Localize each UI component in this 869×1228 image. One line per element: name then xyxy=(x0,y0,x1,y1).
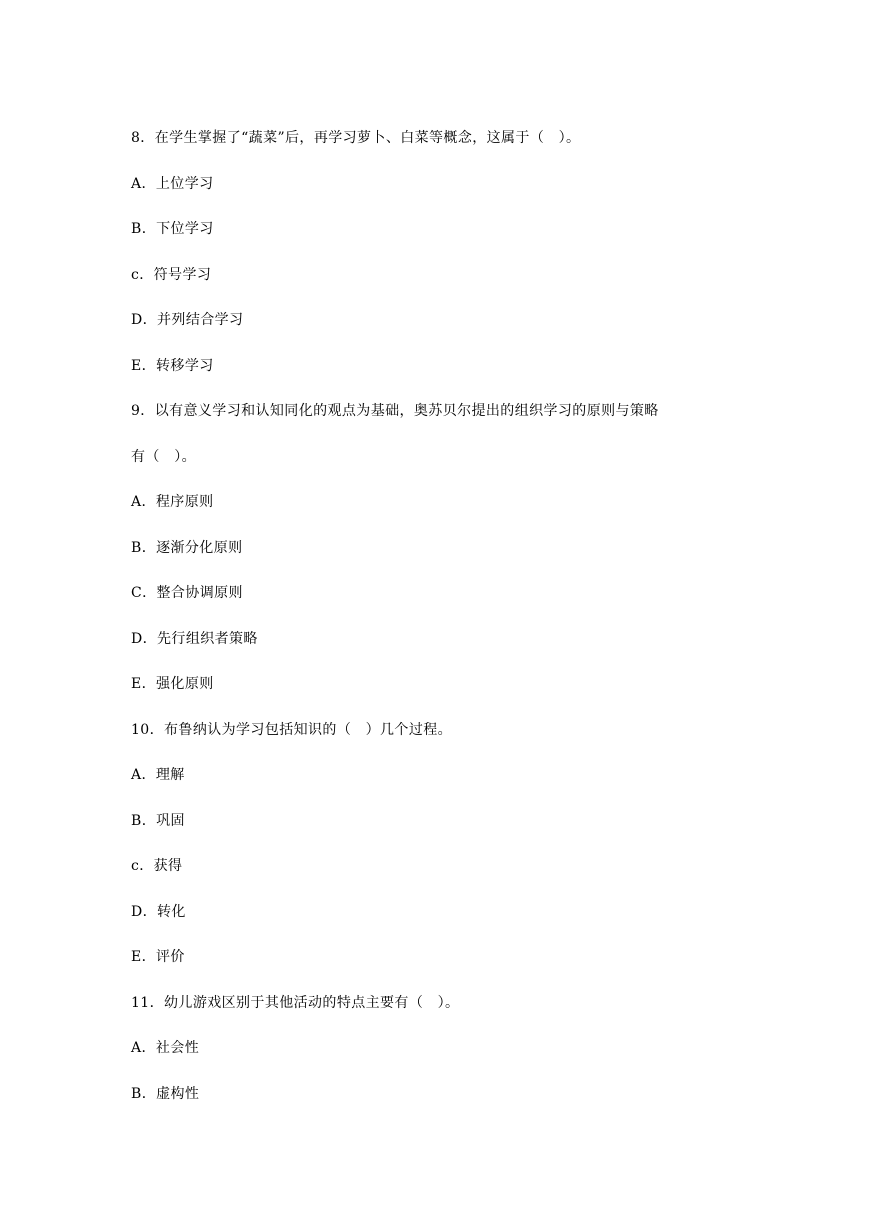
question-11-option-a: A．社会性 xyxy=(131,1040,200,1056)
question-11-option-b: B．虚构性 xyxy=(131,1086,200,1102)
question-10-option-a: A．理解 xyxy=(131,767,185,783)
question-10-option-b: B．巩固 xyxy=(131,813,185,829)
question-8-option-d: D．并列结合学习 xyxy=(131,312,244,328)
question-11-text: 11．幼儿游戏区别于其他活动的特点主要有（ ）。 xyxy=(131,995,460,1011)
question-10-option-e: E．评价 xyxy=(131,949,185,965)
question-9-option-b: B．逐渐分化原则 xyxy=(131,540,243,556)
question-9-option-e: E．强化原则 xyxy=(131,676,214,692)
question-10-option-c: c．获得 xyxy=(131,858,183,874)
question-9-text: 9．以有意义学习和认知同化的观点为基础，奥苏贝尔提出的组织学习的原则与策略 xyxy=(131,403,659,419)
question-8-option-c: c．符号学习 xyxy=(131,267,212,283)
question-9-option-c: C．整合协调原则 xyxy=(131,585,243,601)
question-9-option-a: A．程序原则 xyxy=(131,494,214,510)
question-8-option-a: A．上位学习 xyxy=(131,176,214,192)
question-10-text: 10．布鲁纳认为学习包括知识的（ ）几个过程。 xyxy=(131,722,453,738)
question-8-text: 8．在学生掌握了“蔬菜”后，再学习萝卜、白菜等概念，这属于（ ）。 xyxy=(131,130,581,146)
question-10-option-d: D．转化 xyxy=(131,904,186,920)
question-8-option-b: B．下位学习 xyxy=(131,221,214,237)
question-9-text-continued: 有（ ）。 xyxy=(131,449,196,465)
question-8-option-e: E．转移学习 xyxy=(131,358,214,374)
question-9-option-d: D．先行组织者策略 xyxy=(131,631,258,647)
